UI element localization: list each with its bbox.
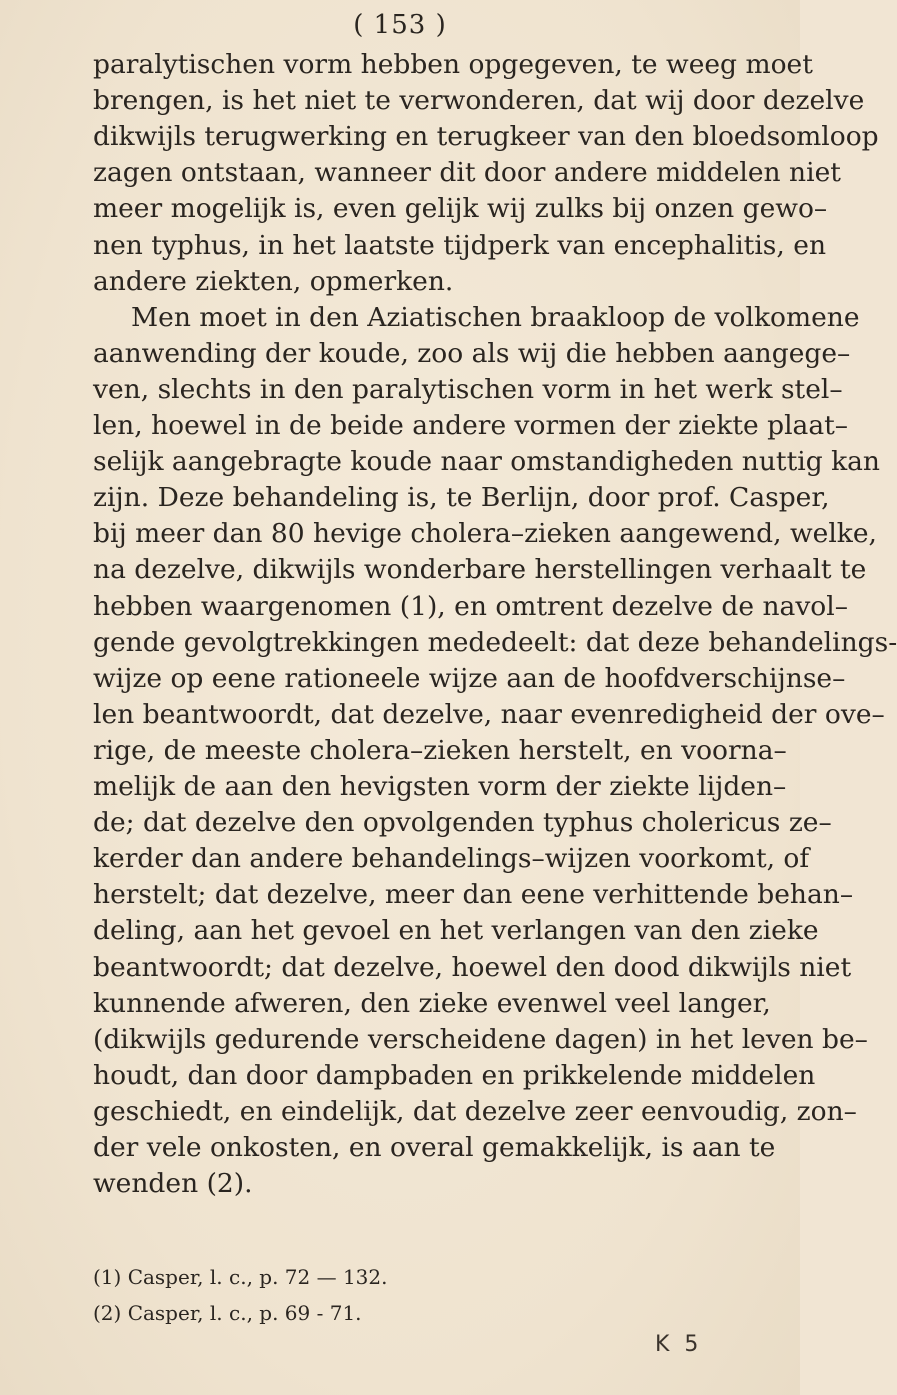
text-line: kunnende afweren, den zieke evenwel veel langer, bbox=[93, 987, 771, 1019]
text-line: wijze op eene rationeele wijze aan de hoofdverschijnse– bbox=[93, 662, 846, 694]
text-line: rige, de meeste cholera–zieken herstelt, en voorna– bbox=[93, 734, 787, 766]
text-line: der vele onkosten, en overal gemakkelijk, is aan te bbox=[93, 1132, 776, 1163]
text-line: meer mogelijk is, even gelijk wij zulks bij onzen gewo– bbox=[93, 193, 828, 225]
text-line: gende gevolgtrekkingen mededeelt: dat deze behandelings- bbox=[93, 626, 897, 658]
text-line: zagen ontstaan, wanneer dit door andere middelen niet bbox=[93, 157, 841, 189]
page-number: ( 153 ) bbox=[353, 10, 447, 40]
text-line: melijk de aan den hevigsten vorm der ziekte lijden– bbox=[93, 771, 787, 802]
text-line: herstelt; dat dezelve, meer dan eene verhittende behan– bbox=[93, 879, 854, 911]
text-line: andere ziekten, opmerken. bbox=[93, 265, 454, 297]
text-line: len beantwoordt, dat dezelve, naar evenredigheid der ove– bbox=[93, 698, 885, 730]
text-line: brengen, is het niet te verwonderen, dat wij door dezelve bbox=[93, 85, 865, 117]
text-line: dikwijls terugwerking en terugkeer van den bloedsomloop bbox=[93, 121, 879, 153]
footnote: (1) Casper, l. c., p. 72 — 132. bbox=[93, 1265, 388, 1289]
text-line: nen typhus, in het laatste tijdperk van encephalitis, en bbox=[93, 229, 827, 261]
text-line: selijk aangebragte koude naar omstandigheden nuttig kan bbox=[93, 446, 881, 478]
text-line: beantwoordt; dat dezelve, hoewel den dood dikwijls niet bbox=[93, 951, 852, 983]
text-line: de; dat dezelve den opvolgenden typhus cholericus ze– bbox=[93, 807, 832, 839]
text-line: hebben waargenomen (1), en omtrent dezelve de navol– bbox=[93, 590, 848, 622]
text-line: len, hoewel in de beide andere vormen der ziekte plaat– bbox=[93, 410, 849, 441]
text-line: bij meer dan 80 hevige cholera–zieken aangewend, welke, bbox=[93, 518, 877, 550]
text-line: wenden (2). bbox=[93, 1168, 253, 1200]
text-line: aanwending der koude, zoo als wij die hebben aangege– bbox=[93, 337, 851, 369]
text-line: (dikwijls gedurende verscheidene dagen) in het leven be– bbox=[93, 1023, 868, 1055]
text-line: Men moet in den Aziatischen braakloop de volkomene bbox=[131, 301, 860, 333]
text-line: ven, slechts in den paralytischen vorm in het werk stel– bbox=[93, 373, 843, 405]
signature-mark: K 5 bbox=[655, 1332, 703, 1357]
text-line: zijn. Deze behandeling is, te Berlijn, door prof. Casper, bbox=[93, 482, 830, 514]
text-line: houdt, dan door dampbaden en prikkelende middelen bbox=[93, 1059, 816, 1091]
text-line: paralytischen vorm hebben opgegeven, te weeg moet bbox=[93, 49, 813, 80]
text-line: kerder dan andere behandelings–wijzen voorkomt, of bbox=[93, 843, 810, 875]
footnote: (2) Casper, l. c., p. 69 - 71. bbox=[93, 1301, 362, 1325]
text-line: deling, aan het gevoel en het verlangen van den zieke bbox=[93, 915, 819, 947]
text-line: geschiedt, en eindelijk, dat dezelve zeer eenvoudig, zon– bbox=[93, 1095, 857, 1127]
text-line: na dezelve, dikwijls wonderbare herstellingen verhaalt te bbox=[93, 554, 867, 586]
